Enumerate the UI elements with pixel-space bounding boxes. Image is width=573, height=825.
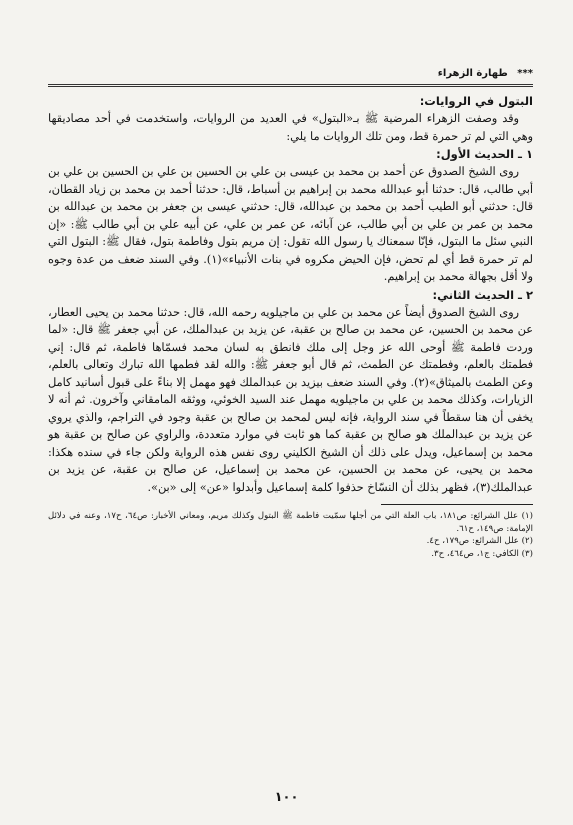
hadith-2-heading: ٢ ـ الحديث الثاني: <box>432 287 533 302</box>
header-stars: *** <box>517 68 533 79</box>
hadith-2-paragraph: روى الشيخ الصدوق أيضاً عن محمد بن علي بن ماجيلويه رحمه الله، قال: حدثنا محمد بن يحيى العطار، عن محمد بن الحسين، عن محمد بن صالح بن عقبة، عن يزيد بن عبدالملك، عن أبي جعفر ﷺ قال: «لما وردت فاطمة ﷺ أوحى الله عز وجل إلى ملك فانطق به لسان محمد فسمّاها فاطمة، ثم قال: إني فطمتك بالعلم، وفطمتك عن الطمث، ثم قال أبو جعفر ﷺ: والله لقد فطمها الله تبارك وتعالى بالعلم، وعن الطمث بالميثاق»(٢). وفي السند ضعف بيزيد بن عبدالملك فهو مهمل إلا بناءً على قبول أسانيد كامل الزيارات، وكذلك محمد بن علي بن ماجيلويه مهمل عند السيد الخوئي، ووثقه المامقاني وآخرون. ثم أنه لا يخفى أن هنا سقطاً في سند الرواية، فإنه ليس لمحمد بن صالح بن عقبة وجود في التراجم، والذي يروي عن يزيد بن عبدالملك هو صالح بن عقبة كما هو ثابت في موارد متعددة، والراوي عن صالح بن عقبة هو محمد بن إسماعيل، ويدل على ذلك أن الشيخ الكليني روى نفس هذه الرواية ولكن جاء في سنده هكذا: محمد بن يحيى، عن محمد بن الحسين، عن محمد بن إسماعيل، عن صالح بن عقبة، عن يزيد بن عبدالملك(٣)، فظهر بذلك أن النسّاخ حذفوا كلمة إسماعيل وأبدلوا «عن» إلى «بن». <box>48 305 533 494</box>
footnote: (١) علل الشرائع: ص١٨١، باب العلة التي من أجلها سمّيت فاطمة ﷺ البتول وكذلك مريم، ومعاني الأخبار: ص٦٤، ح١٧، وعنه في دلائل الإمامة: ص١٤٩، ح٦١. <box>48 511 533 534</box>
hadith-1-heading: ١ ـ الحديث الأول: <box>436 147 533 161</box>
footnote-separator <box>381 504 533 505</box>
section-title: البتول في الروايات: <box>419 94 533 108</box>
running-header-title: طهارة الزهراء <box>437 68 508 79</box>
hadith-1-paragraph: روى الشيخ الصدوق عن أحمد بن محمد بن عيسى بن علي بن الحسين بن علي بن الحسين بن علي بن أبي طالب، قال: حدثنا أبو عبدالله محمد بن إبراهيم بن أسباط، قال: حدثنا أحمد بن محمد بن زياد القطان، قال: حدثني أبو الطيب أحمد بن محمد بن عبدالله، قال: حدثني عيسى بن جعفر بن محمد بن عبدالله بن محمد بن عمر بن علي بن أبي طالب، عن آبائه، عن عمر بن علي، عن أبيه علي بن أبي طالب ﷺ: «إن النبي سئل ما البتول، فإنّا سمعناك يا رسول الله تقول: إن مريم بتول وفاطمة بتول، فقال ﷺ: البتول التي لم تر حمرة قط أي لم تحض، فإن الحيض مكروه في بنات الأنبياء»(١). وفي السند ضعف من عدة وجوه ولا أقل بجهالة محمد بن إبراهيم. <box>48 165 533 283</box>
intro-paragraph: وقد وصفت الزهراء المرضية ﷺ بـ«البتول» في العديد من الروايات، واستخدمت في أحد مصاديقها وهي التي لم تر حمرة قط، ومن تلك الروايات ما يلي: <box>48 112 533 143</box>
running-header <box>48 66 533 82</box>
footnote: (٣) الكافي: ج١، ص٤٦٤، ح٣. <box>431 548 533 559</box>
page-body <box>48 92 533 560</box>
header-rule <box>48 84 533 87</box>
page-number: ١٠٠ <box>274 790 299 805</box>
footnote: (٢) علل الشرائع: ص١٧٩، ح٤. <box>426 536 533 547</box>
